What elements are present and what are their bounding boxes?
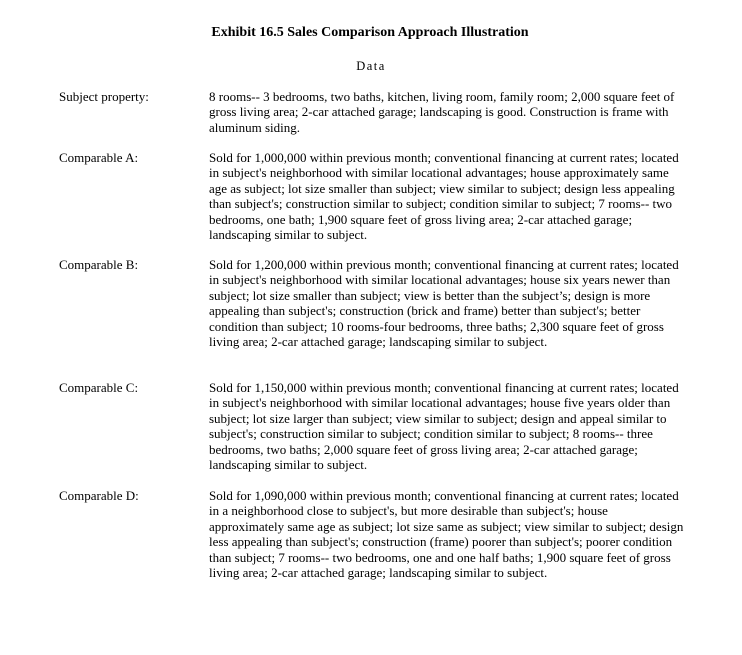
row-label: Comparable C: xyxy=(59,380,139,395)
row-description: Sold for 1,090,000 within previous month; conventional financing at current rates; located in a neighborhood close to subject's, but more desirable than subject's; house approximately same age as subject; lot size same as subject; view similar to subject; design less appealing than subject's; construction (frame) poorer than subject's; poorer condition than subject; 7 rooms-- two bedrooms, one and one half baths; 1,900 square feet of gross living area; 2-car attached garage; landscaping similar to subject. xyxy=(209,488,684,581)
row-description: Sold for 1,150,000 within previous month; conventional financing at current rates; located in subject's neighborhood with similar locational advantages; house five years older than subject; lot size larger than subject; view similar to subject; design and appeal similar to subject's; construction similar to subject; condition similar to subject; 8 rooms-- three bedrooms, two baths; 2,000 square feet of gross living area; 2-car attached garage; landscaping similar to subject. xyxy=(209,380,679,473)
row-label: Comparable B: xyxy=(59,257,139,272)
row-description: Sold for 1,200,000 within previous month; conventional financing at current rates; located in subject's neighborhood with similar locational advantages; house six years newer than subject; lot size smaller than subject; view is better than the subject’s; design is more appealing than subject's; construction (brick and frame) better than subject's; better condition than subject; 10 rooms-four bedrooms, three baths; 2,300 square feet of gross living area; 2-car attached garage; landscaping similar to subject. xyxy=(209,257,679,350)
row-label: Subject property: xyxy=(59,89,149,104)
exhibit-title: Exhibit 16.5 Sales Comparison Approach Illustration xyxy=(211,25,529,40)
row-label: Comparable A: xyxy=(59,150,139,165)
row-description: 8 rooms-- 3 bedrooms, two baths, kitchen, living room, family room; 2,000 square feet of gross living area; 2-car attached garage; landscaping is good. Construction is frame with aluminum siding. xyxy=(209,89,675,135)
row-description: Sold for 1,000,000 within previous month; conventional financing at current rates; located in subject's neighborhood with similar locational advantages; house approximately same age as subject; lot size smaller than subject; view similar to subject; design less appealing than subject's; construction similar to subject; condition similar to subject; 7 rooms-- two bedrooms, one bath; 1,900 square feet of gross living area; 2-car attached garage; landscaping similar to subject. xyxy=(209,150,679,243)
data-subheading: Data xyxy=(356,59,386,73)
row-label: Comparable D: xyxy=(59,488,139,503)
